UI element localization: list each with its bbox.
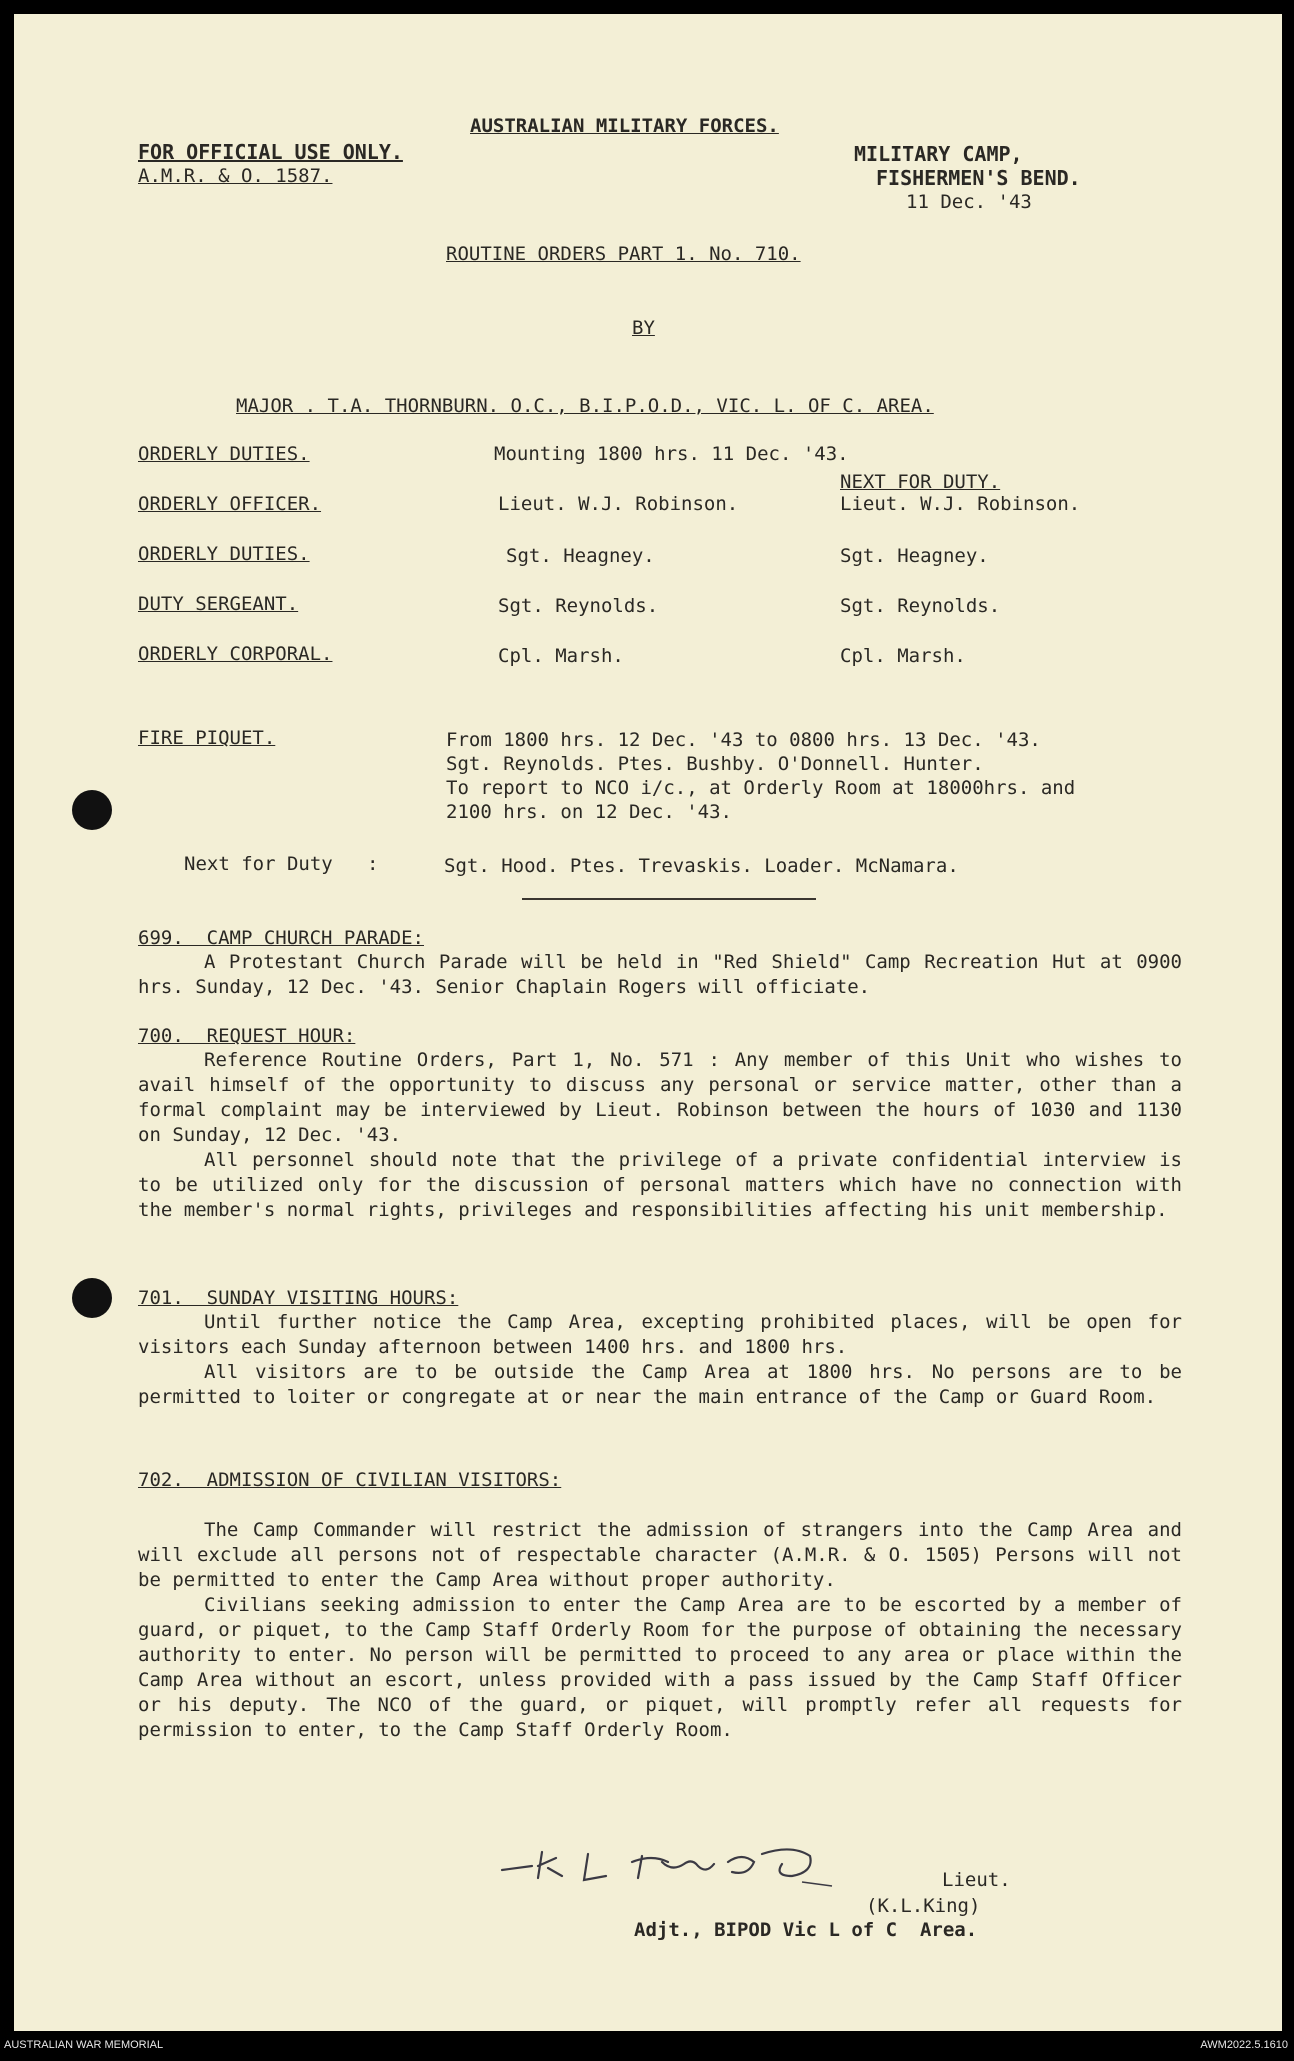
duty-current: Cpl. Marsh.: [498, 645, 624, 667]
duty-label: ORDERLY DUTIES.: [138, 543, 310, 565]
duty-current: Lieut. W.J. Robinson.: [498, 493, 739, 515]
duty-label: DUTY SERGEANT.: [138, 593, 299, 615]
duty-current: Mounting 1800 hrs. 11 Dec. '43.: [494, 443, 849, 465]
camp-location: FISHERMEN'S BEND.: [876, 166, 1081, 190]
duty-next: Sgt. Heagney.: [840, 545, 989, 567]
order-paragraph: The Camp Commander will restrict the admission of strangers into the Camp Area and will exclude all persons not of respectable character (A.M.R. & O. 1505) Persons will not be permitted to enter the Camp Area without proper authority.: [138, 1519, 1182, 1591]
order-paragraph: Civilians seeking admission to enter the Camp Area are to be escorted by a member of guard, or piquet, to the Camp Staff Orderly Room for the purpose of obtaining the necessary authority to enter. No person will be permitted to proceed to any area or place within the Camp Area without an escort, unless provided with a pass issued by the Camp Staff Officer or his deputy. The NCO of the guard, or piquet, will promptly refer all requests for permission to enter, to the Camp Staff Orderly Room.: [138, 1594, 1182, 1741]
archive-name: AUSTRALIAN WAR MEMORIAL: [4, 2039, 164, 2051]
official-use-notice: FOR OFFICIAL USE ONLY.: [138, 140, 403, 164]
by-line: BY: [632, 317, 655, 339]
org-heading: AUSTRALIAN MILITARY FORCES.: [470, 115, 779, 137]
order-body: [138, 1518, 1182, 1743]
order-heading: 700. REQUEST HOUR:: [138, 1025, 356, 1047]
duty-next: Sgt. Reynolds.: [840, 595, 1001, 617]
order-body: [138, 1048, 1182, 1223]
signatory-name: (K.L.King): [866, 1895, 981, 1917]
order-paragraph: All personnel should note that the privilege of a private confidential interview is to be utilized only for the discussion of personal matters which have no connection with the member's normal rights, privileges and responsibilities affecting his unit membership.: [138, 1149, 1182, 1221]
duty-current: Sgt. Heagney.: [506, 545, 655, 567]
order-paragraph: A Protestant Church Parade will be held in "Red Shield" Camp Recreation Hut at 0900 hrs. Sunday, 12 Dec. '43. Senior Chaplain Rogers will officiate.: [138, 951, 1182, 998]
duty-next: Lieut. W.J. Robinson.: [840, 493, 1081, 515]
duty-next: Cpl. Marsh.: [840, 645, 966, 667]
duty-label: ORDERLY DUTIES.: [138, 443, 310, 465]
document-title: ROUTINE ORDERS PART 1. No. 710.: [446, 243, 801, 265]
duty-current: Sgt. Reynolds.: [498, 595, 659, 617]
punch-hole: [72, 1278, 112, 1318]
fire-piquet-line: From 1800 hrs. 12 Dec. '43 to 0800 hrs. 13 Dec. '43.: [446, 729, 1041, 751]
archive-reference: AWM2022.5.1610: [1200, 2039, 1288, 2051]
amr-reference: A.M.R. & O. 1587.: [138, 165, 333, 187]
duty-label: ORDERLY CORPORAL.: [138, 643, 333, 665]
document-page: [14, 14, 1282, 2031]
issuing-authority: MAJOR . T.A. THORNBURN. O.C., B.I.P.O.D., VIC. L. OF C. AREA.: [236, 395, 934, 417]
next-for-duty-value: Sgt. Hood. Ptes. Trevaskis. Loader. McNamara.: [444, 855, 959, 877]
section-divider: [522, 898, 816, 900]
document-date: 11 Dec. '43: [906, 191, 1032, 213]
handwritten-signature: [492, 1832, 912, 1892]
fire-piquet-label: FIRE PIQUET.: [138, 727, 276, 749]
order-paragraph: All visitors are to be outside the Camp Area at 1800 hrs. No persons are to be permitted to loiter or congregate at or near the main entrance of the Camp or Guard Room.: [138, 1361, 1182, 1408]
order-heading: 701. SUNDAY VISITING HOURS:: [138, 1287, 459, 1309]
next-for-duty-header: NEXT FOR DUTY.: [840, 471, 1001, 493]
order-heading: 699. CAMP CHURCH PARADE:: [138, 927, 424, 949]
fire-piquet-line: 2100 hrs. on 12 Dec. '43.: [446, 801, 732, 823]
signatory-appointment: Adjt., BIPOD Vic L of C Area.: [634, 1919, 978, 1941]
next-for-duty-label: Next for Duty :: [184, 853, 379, 875]
order-paragraph: Until further notice the Camp Area, excepting prohibited places, will be open for visitors each Sunday afternoon between 1400 hrs. and 1800 hrs.: [138, 1311, 1182, 1358]
archive-footer: [0, 2031, 1294, 2061]
fire-piquet-line: To report to NCO i/c., at Orderly Room at 18000hrs. and: [446, 777, 1076, 799]
fire-piquet-line: Sgt. Reynolds. Ptes. Bushby. O'Donnell. Hunter.: [446, 753, 984, 775]
order-body: [138, 1310, 1182, 1410]
order-heading: 702. ADMISSION OF CIVILIAN VISITORS:: [138, 1469, 562, 1491]
punch-hole: [72, 790, 112, 830]
order-body: [138, 950, 1182, 1000]
order-paragraph: Reference Routine Orders, Part 1, No. 571 : Any member of this Unit who wishes to avail himself of the opportunity to discuss any personal or service matter, other than a formal complaint may be interviewed by Lieut. Robinson between the hours of 1030 and 1130 on Sunday, 12 Dec. '43.: [138, 1049, 1182, 1146]
signatory-rank: Lieut.: [942, 1869, 1011, 1891]
camp-name: MILITARY CAMP,: [854, 142, 1023, 166]
duty-label: ORDERLY OFFICER.: [138, 493, 322, 515]
